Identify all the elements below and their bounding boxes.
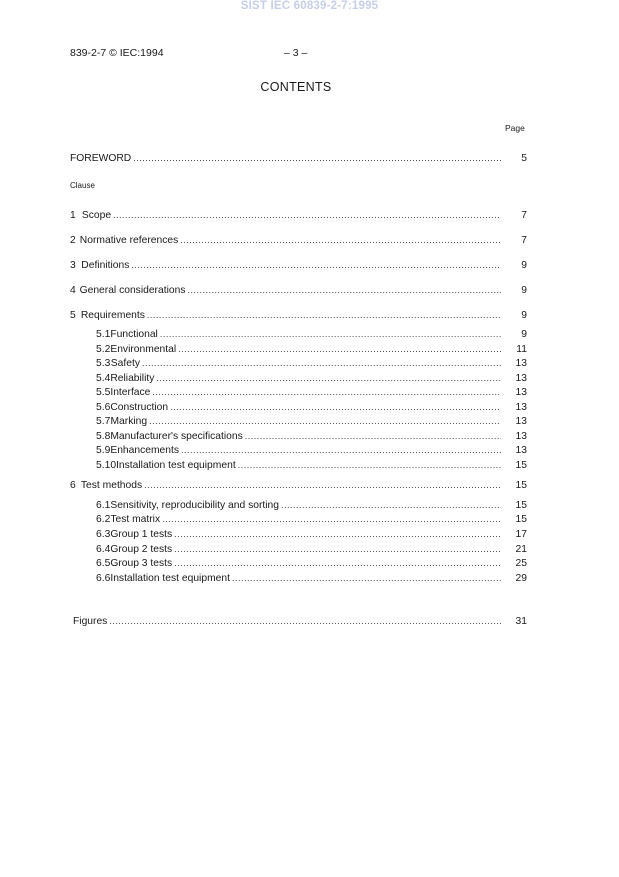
toc-entry-number: 5.8 (96, 431, 111, 442)
toc-entry-label: Test matrix (110, 514, 161, 525)
dot-leader (133, 151, 501, 165)
toc-entry-number: 5.5 (96, 387, 111, 398)
dot-leader (113, 208, 501, 222)
toc-entry-page: 13 (515, 387, 527, 398)
toc-entry-number: 5.3 (96, 358, 111, 369)
toc-entry-label: Group 2 tests (110, 544, 173, 555)
toc-entry-5-1[interactable] (96, 327, 527, 341)
toc-entry-label: Sensitivity, reproducibility and sorting (110, 500, 279, 511)
toc-entry-number: 5 (70, 310, 76, 321)
dot-leader (170, 400, 501, 414)
toc-entry-number: 5.2 (96, 344, 111, 355)
dot-leader (174, 556, 501, 570)
page-column-label: Page (505, 123, 525, 133)
toc-entry-number: 6.2 (96, 514, 111, 525)
toc-entry-page: 13 (515, 358, 527, 369)
dot-leader (131, 258, 501, 272)
dot-leader (174, 527, 501, 541)
toc-entry-page: 15 (515, 500, 527, 511)
toc-entry-number: 6.6 (96, 573, 111, 584)
dot-leader (245, 429, 501, 443)
toc-entry-page: 15 (515, 480, 527, 491)
toc-entry-page: 9 (521, 285, 527, 296)
toc-entry-label: Enhancements (110, 445, 180, 456)
page-number: – 3 – (284, 47, 308, 59)
toc-entry-clause-4[interactable] (70, 283, 527, 297)
dot-leader (180, 233, 501, 247)
toc-entry-number: 5.4 (96, 373, 111, 384)
toc-entry-page: 13 (515, 402, 527, 413)
toc-entry-page: 21 (515, 544, 527, 555)
toc-entry-number: 4 (70, 285, 76, 296)
clause-column-label: Clause (70, 181, 95, 190)
toc-entry-5-10[interactable] (96, 458, 527, 472)
toc-entry-label: Normative references (79, 235, 179, 246)
toc-entry-number: 6.4 (96, 544, 111, 555)
toc-entry-clause-6[interactable] (70, 478, 527, 492)
toc-entry-page: 9 (521, 329, 527, 340)
dot-leader (187, 283, 501, 297)
toc-entry-page: 9 (521, 310, 527, 321)
toc-entry-number: 6.3 (96, 529, 111, 540)
toc-entry-page: 15 (515, 514, 527, 525)
toc-entry-clause-2[interactable] (70, 233, 527, 247)
toc-entry-5-6[interactable] (96, 400, 527, 414)
toc-entry-label: FOREWORD (70, 153, 132, 164)
toc-entry-label: Marking (110, 416, 148, 427)
toc-entry-number: 1 (70, 210, 76, 221)
toc-entry-page: 15 (515, 460, 527, 471)
dot-leader (174, 542, 501, 556)
toc-entry-number: 3 (70, 260, 76, 271)
dot-leader (162, 512, 501, 526)
toc-entry-label: Construction (110, 402, 169, 413)
toc-entry-label: Functional (110, 329, 158, 340)
toc-entry-page: 13 (515, 431, 527, 442)
toc-entry-number: 5.1 (96, 329, 111, 340)
toc-entry-foreword[interactable] (70, 151, 527, 165)
toc-entry-label: Installation test equipment (110, 573, 230, 584)
toc-entry-6-4[interactable] (96, 542, 527, 556)
toc-entry-page: 7 (521, 235, 527, 246)
toc-entry-5-9[interactable] (96, 443, 527, 457)
toc-entry-page: 17 (515, 529, 527, 540)
toc-entry-page: 25 (515, 558, 527, 569)
toc-entry-page: 13 (515, 373, 527, 384)
dot-leader (181, 443, 501, 457)
toc-entry-clause-3[interactable] (70, 258, 527, 272)
toc-entry-figures[interactable] (73, 614, 527, 628)
dot-leader (152, 385, 501, 399)
toc-entry-label: Requirements (80, 310, 145, 321)
toc-entry-page: 13 (515, 445, 527, 456)
toc-entry-number: 5.10 (96, 460, 117, 471)
dot-leader (232, 571, 501, 585)
toc-entry-6-1[interactable] (96, 498, 527, 512)
watermark: SIST IEC 60839-2-7:1995 (240, 0, 379, 12)
toc-entry-page: 7 (521, 210, 527, 221)
toc-entry-label: Group 3 tests (110, 558, 173, 569)
toc-entry-5-5[interactable] (96, 385, 527, 399)
toc-entry-label: Safety (110, 358, 140, 369)
toc-entry-page: 9 (521, 260, 527, 271)
toc-entry-6-5[interactable] (96, 556, 527, 570)
toc-entry-5-4[interactable] (96, 371, 527, 385)
toc-entry-number: 5.6 (96, 402, 111, 413)
dot-leader (178, 342, 501, 356)
toc-entry-label: Manufacturer's specifications (110, 431, 243, 442)
dot-leader (160, 327, 501, 341)
dot-leader (142, 356, 501, 370)
toc-entry-label: General considerations (79, 285, 186, 296)
dot-leader (144, 478, 501, 492)
toc-entry-label: Figures (73, 616, 108, 627)
toc-entry-label: Scope (81, 210, 112, 221)
toc-entry-label: Group 1 tests (110, 529, 173, 540)
dot-leader (147, 308, 501, 322)
toc-entry-number: 2 (70, 235, 76, 246)
toc-entry-page: 11 (516, 344, 527, 355)
toc-entry-page: 29 (515, 573, 527, 584)
toc-entry-clause-1[interactable] (70, 208, 527, 222)
document-reference: 839-2-7 © IEC:1994 (70, 47, 164, 59)
toc-entry-number: 6 (70, 480, 76, 491)
toc-entry-label: Interface (110, 387, 151, 398)
toc-entry-page: 13 (515, 416, 527, 427)
toc-entry-6-3[interactable] (96, 527, 527, 541)
dot-leader (109, 614, 501, 628)
toc-entry-clause-5[interactable] (70, 308, 527, 322)
toc-entry-5-7[interactable] (96, 414, 527, 428)
page-title: CONTENTS (260, 80, 332, 94)
dot-leader (281, 498, 501, 512)
toc-entry-6-6[interactable] (96, 571, 527, 585)
toc-entry-page: 31 (515, 616, 527, 627)
toc-entry-label: Definitions (81, 260, 130, 271)
toc-entry-number: 6.5 (96, 558, 111, 569)
toc-entry-number: 6.1 (96, 500, 111, 511)
toc-entry-page: 5 (521, 153, 527, 164)
toc-entry-label: Installation test equipment (116, 460, 236, 471)
dot-leader (156, 371, 501, 385)
toc-entry-5-8[interactable] (96, 429, 527, 443)
toc-entry-label: Reliability (110, 373, 155, 384)
toc-entry-5-3[interactable] (96, 356, 527, 370)
dot-leader (149, 414, 501, 428)
dot-leader (238, 458, 501, 472)
toc-entry-6-2[interactable] (96, 512, 527, 526)
toc-entry-number: 5.9 (96, 445, 111, 456)
toc-entry-label: Environmental (110, 344, 177, 355)
toc-entry-5-2[interactable] (96, 342, 527, 356)
toc-entry-label: Test methods (80, 480, 143, 491)
toc-entry-number: 5.7 (96, 416, 111, 427)
